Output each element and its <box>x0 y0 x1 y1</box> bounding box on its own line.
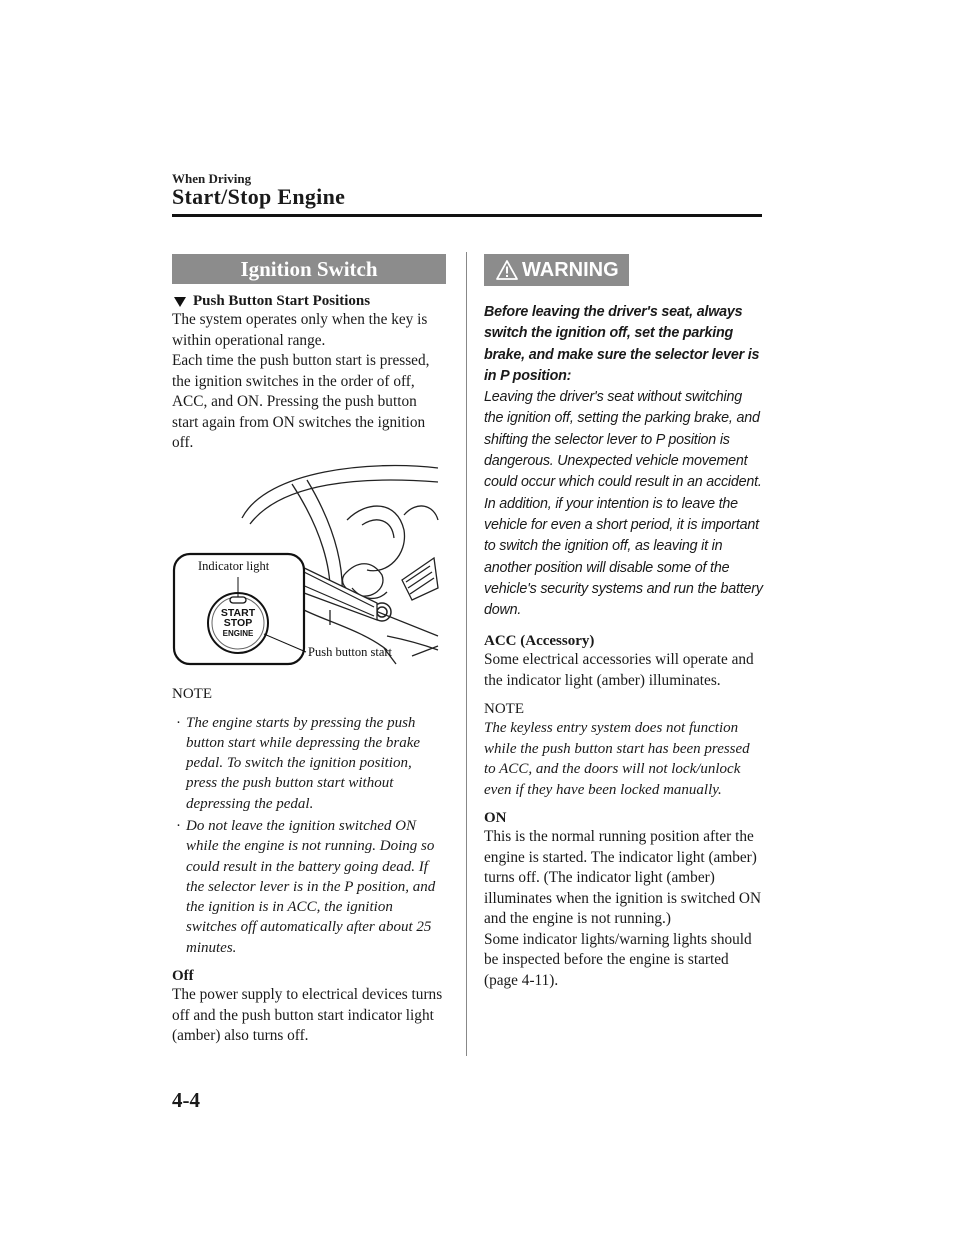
note-label: NOTE <box>484 701 524 718</box>
warning-text-2: In addition, if your intention is to leave the vehicle for even a short period, it is important to switch the ignition off, as leaving it in another position will disable some of the vehicle's security systems and run the battery down. <box>484 495 763 619</box>
page-title: Start/Stop Engine <box>172 184 346 209</box>
on-text-2: Some indicator lights/warning lights should be inspected before the engine is started (page 4-11). <box>484 930 752 989</box>
warning-bold-text: Before leaving the driver's seat, always switch the ignition off, set the parking brake, and make sure the selector lever is in P position: <box>484 304 760 384</box>
push-button-start-label: Push button start <box>308 644 393 659</box>
note-item <box>172 816 446 958</box>
warning-badge <box>484 254 629 286</box>
note-text: Do not leave the ignition switched ON while the engine is not running. Doing so could result in the battery going dead. If the selector lever is in the P position, and the ignition is in ACC, the ignition switches off automatically after about 25 minutes. <box>186 817 436 956</box>
on-heading: ON <box>484 810 507 827</box>
bullet-icon: · <box>176 714 181 731</box>
subheading-text: Push Button Start Positions <box>193 293 371 309</box>
subheading <box>172 293 446 310</box>
warning-triangle-icon <box>496 260 518 280</box>
section-label: When Driving <box>172 171 252 186</box>
ignition-figure <box>172 460 446 672</box>
note-text: The engine starts by pressing the push button start while depressing the brake pedal. To switch the ignition position, press the push button start without depressing the pedal. <box>186 714 421 812</box>
left-column <box>172 254 446 1047</box>
acc-text: Some electrical accessories will operate and the indicator light (amber) illuminates. <box>484 651 754 689</box>
page-number: 4-4 <box>172 1088 200 1112</box>
header-rule <box>172 214 762 217</box>
note-label: NOTE <box>172 685 212 702</box>
intro-paragraph-2: Each time the push button start is pressed, the ignition switches in the order of off, ACC, and ON. Pressing the push button start again from ON switches the ignition off. <box>172 352 430 451</box>
dashboard-illustration <box>172 460 446 672</box>
keyless-note: The keyless entry system does not function while the push button start has been pressed to ACC, and the doors will not lock/unlock even if they have been locked manually. <box>484 720 750 798</box>
bullet-icon: · <box>176 817 181 834</box>
off-text: The power supply to electrical devices turns off and the push button start indicator light (amber) also turns off. <box>172 986 443 1045</box>
off-heading: Off <box>172 968 194 985</box>
warning-label: WARNING <box>522 259 619 281</box>
right-column <box>484 254 764 991</box>
indicator-light-label: Indicator light <box>198 558 270 573</box>
button-label-stop: STOP <box>223 616 253 629</box>
column-divider <box>466 252 467 1056</box>
acc-heading: ACC (Accessory) <box>484 633 595 650</box>
triangle-down-icon <box>174 297 186 307</box>
note-item <box>172 713 446 814</box>
section-banner: Ignition Switch <box>172 254 446 284</box>
intro-paragraph-1: The system operates only when the key is within operational range. <box>172 311 428 349</box>
button-label-engine: ENGINE <box>222 628 254 638</box>
note-list <box>172 713 446 959</box>
on-text-1: This is the normal running position after the engine is started. The indicator light (amber) turns off. (The indicator light (amber) illuminates when the ignition is switched ON and the engine is not running.) <box>484 828 762 928</box>
button-label-start: START <box>220 606 256 619</box>
warning-text-1: Leaving the driver's seat without switching the ignition off, setting the parking brake, and shifting the selector lever to P position is dangerous. Unexpected vehicle movement could occur which could result in an accident. <box>484 389 762 491</box>
